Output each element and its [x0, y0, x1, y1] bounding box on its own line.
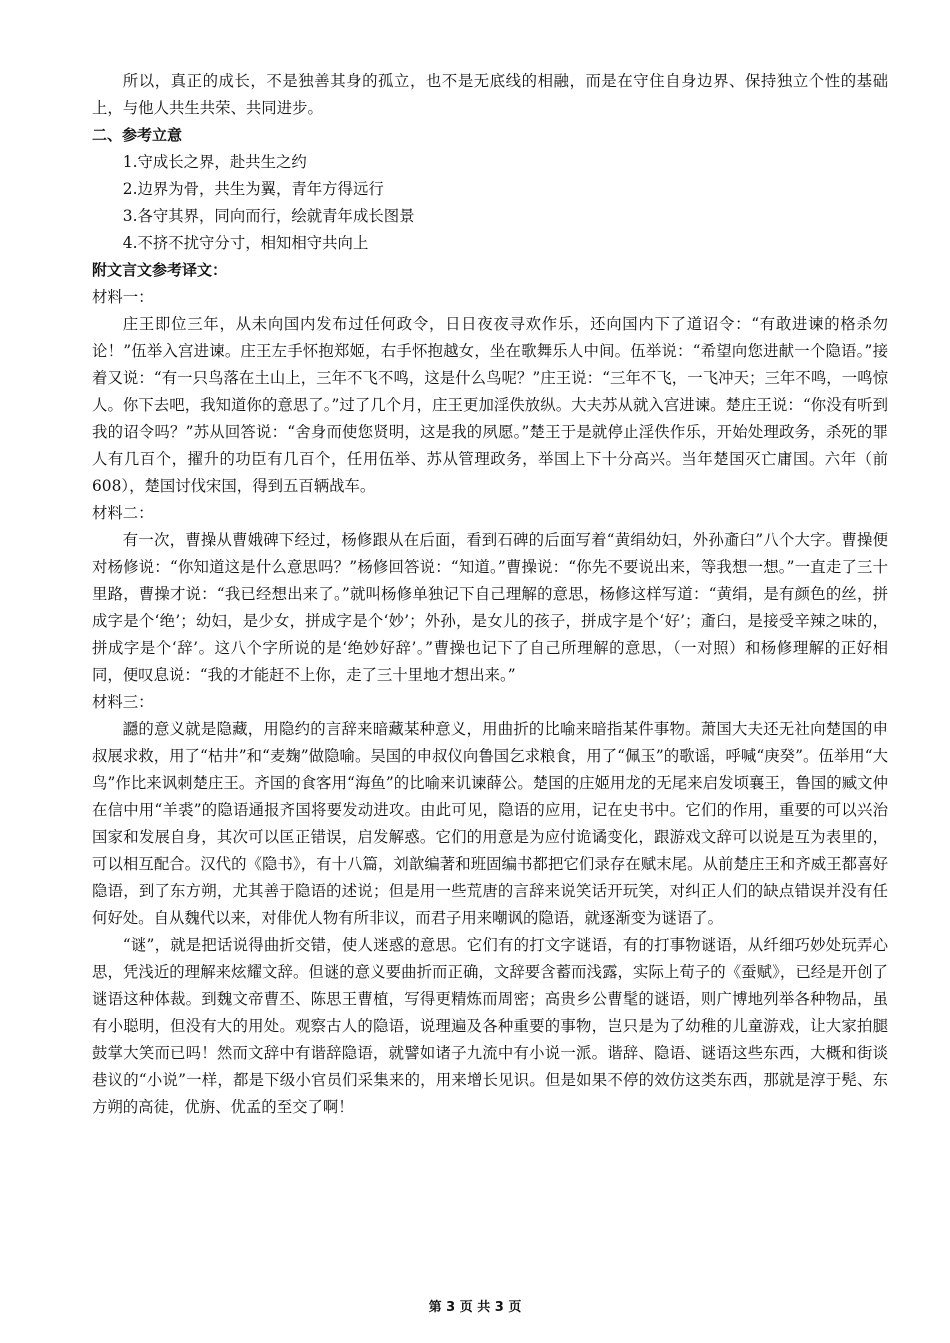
material-3-paragraph-2: “谜”，就是把话说得曲折交错，使人迷惑的意思。它们有的打文字谜语，有的打事物谜语，从纤细巧妙处玩弄心思，凭浅近的理解来炫耀文辞。但谜的意义要曲折而正确，文辞要含蓄而浅露，实际上荀子的《蚕赋》，已经是开创了谜语这种体裁。到魏文帝曹丕、陈思王曹植，写得更精炼而周密；高贵乡公曹髦的谜语，则广博地列举各种物品，虽有小聪明，但没有大的用处。观察古人的隐语，说理遍及各种重要的事物，岂只是为了幼稚的儿童游戏，让大家拍腿鼓掌大笑而已吗！然而文辞中有谐辞隐语，就譬如诸子九流中有小说一派。谐辞、隐语、谜语这些东西，大概和街谈巷议的“小说”一样，都是下级小官员们采集来的，用来增长见识。但是如果不停的效仿这类东西，那就是淳于髡、东方朔的高徒，优旃、优孟的至交了啊！	[92, 936, 888, 1116]
page-number-footer: 第 3 页 共 3 页	[428, 1300, 522, 1315]
material-2-label: 材料二：	[92, 504, 154, 522]
idea-point-4: 4.不挤不扰守分寸，相知相守共向上	[122, 234, 369, 252]
document-page	[92, 68, 888, 1121]
material-3-label: 材料三：	[92, 693, 154, 711]
idea-point-1: 1.守成长之界，赴共生之约	[122, 153, 307, 171]
section-heading-translation: 附文言文参考译文：	[92, 261, 228, 279]
material-2-paragraph: 有一次，曹操从曹娥碑下经过，杨修跟从在后面，看到石碑的后面写着“黄绢幼妇，外孙齑臼”八个大字。曹操便对杨修说：“你知道这是什么意思吗？”杨修回答说：“知道。”曹操说：“你先不要说出来，等我想一想。”一直走了三十里路，曹操才说：“我已经想出来了。”就叫杨修单独记下自己理解的意思，杨修这样写道：“黄绢，是有颜色的丝，拼成字是个‘绝’；幼妇，是少女，拼成字是个‘妙’；外孙，是女儿的孩子，拼成字是个‘好’；齑臼，是接受辛辣之味的，拼成字是个‘辞’。这八个字所说的是‘绝妙好辞’。”曹操也记下了自己所理解的意思，（一对照）和杨修理解的正好相同，便叹息说：“我的才能赶不上你，走了三十里地才想出来。”	[92, 531, 888, 684]
section-heading-reference-ideas: 二、参考立意	[92, 126, 183, 144]
conclusion-paragraph: 所以，真正的成长，不是独善其身的孤立，也不是无底线的相融，而是在守住自身边界、保持独立个性的基础上，与他人共生共荣、共同进步。	[92, 72, 888, 117]
material-3-paragraph-1: 讔的意义就是隐藏，用隐约的言辞来暗藏某种意义，用曲折的比喻来暗指某件事物。萧国大夫还无社向楚国的申叔展求救，用了“枯井”和“麦麹”做隐喻。吴国的申叔仪向鲁国乞求粮食，用了“佩玉”的歌谣，呼喊“庚癸”。伍举用“大鸟”作比来讽刺楚庄王。齐国的食客用“海鱼”的比喻来讥谏薛公。楚国的庄姬用龙的无尾来启发顷襄王，鲁国的臧文仲在信中用“羊裘”的隐语通报齐国将要发动进攻。由此可见，隐语的应用，记在史书中。它们的作用，重要的可以兴治国家和发展自身，其次可以匡正错误，启发解惑。它们的用意是为应付诡谲变化，跟游戏文辞可以说是互为表里的，可以相互配合。汉代的《隐书》，有十八篇，刘歆编著和班固编书都把它们录存在赋末尾。从前楚庄王和齐威王都喜好隐语，到了东方朔，尤其善于隐语的述说；但是用一些荒唐的言辞来说笑话开玩笑，对纠正人们的缺点错误并没有任何好处。自从魏代以来，对俳优人物有所非议，而君子用来嘲讽的隐语，就逐渐变为谜语了。	[92, 720, 888, 927]
idea-point-3: 3.各守其界，同向而行，绘就青年成长图景	[122, 207, 415, 225]
material-1-label: 材料一：	[92, 288, 154, 306]
idea-point-2: 2.边界为骨，共生为翼，青年方得远行	[122, 180, 384, 198]
material-1-paragraph: 庄王即位三年，从未向国内发布过任何政令，日日夜夜寻欢作乐，还向国内下了道诏令：“有敢进谏的格杀勿论！”伍举入宫进谏。庄王左手怀抱郑姬，右手怀抱越女，坐在歌舞乐人中间。伍举说：“希望向您进献一个隐语。”接着又说：“有一只鸟落在土山上，三年不飞不鸣，这是什么鸟呢？”庄王说：“三年不飞，一飞冲天；三年不鸣，一鸣惊人。你下去吧，我知道你的意思了。”过了几个月，庄王更加淫佚放纵。大夫苏从就入宫进谏。楚庄王说：“你没有听到我的诏令吗？”苏从回答说：“舍身而使您贤明，这是我的夙愿。”楚王于是就停止淫佚作乐，开始处理政务，杀死的罪人有几百个，擢升的功臣有几百个，任用伍举、苏从管理政务，举国上下十分高兴。当年楚国灭亡庸国。六年（前608），楚国讨伐宋国，得到五百辆战车。	[92, 315, 888, 495]
